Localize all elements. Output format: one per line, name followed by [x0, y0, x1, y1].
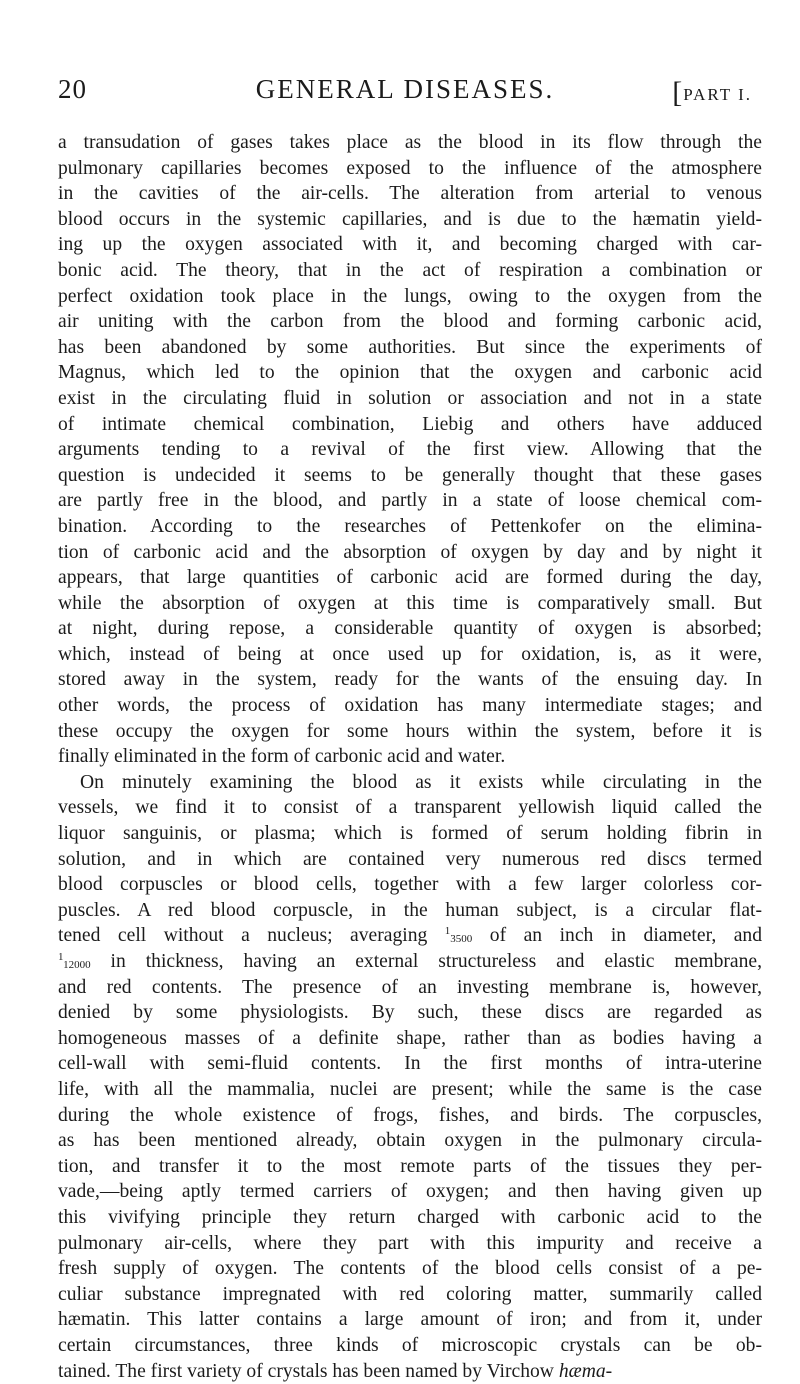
text-line: has been abandoned by some authorities. But since the experiments of	[58, 335, 762, 361]
text-line: these occupy the oxygen for some hours within the system, before it is	[58, 719, 762, 745]
text-line: certain circumstances, three kinds of microscopic crystals can be ob-	[58, 1333, 762, 1359]
fraction-line-1	[58, 923, 762, 949]
text-line: life, with all the mammalia, nuclei are present; while the same is the case	[58, 1077, 762, 1103]
fraction-numerator: 1	[58, 951, 63, 963]
text-line: solution, and in which are contained very numerous red discs termed	[58, 847, 762, 873]
text-line: vessels, we find it to consist of a transparent yellowish liquid called the	[58, 795, 762, 821]
fraction-line-2	[58, 949, 762, 975]
text-line: liquor sanguinis, or plasma; which is formed of serum holding fibrin in	[58, 821, 762, 847]
text-line: this vivifying principle they return charged with carbonic acid to the	[58, 1205, 762, 1231]
text-line: appears, that large quantities of carbonic acid are formed during the day,	[58, 565, 762, 591]
paragraph-2-opening	[58, 770, 762, 924]
fraction-numerator: 1	[445, 925, 451, 937]
text-line: a transudation of gases takes place as the blood in its flow through the	[58, 130, 762, 156]
italic-word: hæma-	[559, 1361, 612, 1382]
text-line: stored away in the system, ready for the wants of the ensuing day. In	[58, 667, 762, 693]
text-line: perfect oxidation took place in the lungs, owing to the oxygen from the	[58, 284, 762, 310]
text-line: pulmonary air-cells, where they part with this impurity and receive a	[58, 1231, 762, 1257]
part-label-text: PART I.	[683, 85, 752, 104]
text-line: during the whole existence of frogs, fishes, and birds. The corpuscles,	[58, 1103, 762, 1129]
text-line: arguments tending to a revival of the first view. Allowing that the	[58, 437, 762, 463]
text-line: exist in the circulating fluid in solution or association and not in a state	[58, 386, 762, 412]
final-line	[58, 1359, 762, 1384]
text-line: of intimate chemical combination, Liebig and others have adduced	[58, 412, 762, 438]
running-title: GENERAL DISEASES.	[58, 74, 752, 105]
text-line: culiar substance impregnated with red coloring matter, summarily called	[58, 1282, 762, 1308]
text-line: vade,—being aptly termed carriers of oxygen; and then having given up	[58, 1179, 762, 1205]
part-bracket: [	[672, 76, 683, 109]
text-line: tion of carbonic acid and the absorption of oxygen by day and by night it	[58, 540, 762, 566]
text-line: finally eliminated in the form of carbonic acid and water.	[58, 744, 762, 770]
text-line: and red contents. The presence of an investing membrane is, however,	[58, 975, 762, 1001]
text-line: tion, and transfer it to the most remote parts of the tissues they per-	[58, 1154, 762, 1180]
text-line: bonic acid. The theory, that in the act of respiration a combination or	[58, 258, 762, 284]
paragraph-1	[58, 130, 762, 770]
text-line: Magnus, which led to the opinion that the oxygen and carbonic acid	[58, 360, 762, 386]
text-line: are partly free in the blood, and partly in a state of loose chemical com-	[58, 488, 762, 514]
text-line: fresh supply of oxygen. The contents of the blood cells consist of a pe-	[58, 1256, 762, 1282]
text-line: in the cavities of the air-cells. The alteration from arterial to venous	[58, 181, 762, 207]
running-head	[58, 74, 752, 110]
paragraph-2	[58, 770, 762, 1384]
text-line: puscles. A red blood corpuscle, in the human subject, is a circular flat-	[58, 898, 762, 924]
page-number: 20	[58, 74, 87, 105]
fraction-denominator: 12000	[63, 959, 91, 971]
text-line: homogeneous masses of a definite shape, rather than as bodies having a	[58, 1026, 762, 1052]
text-line: blood occurs in the systemic capillaries, and is due to the hæmatin yield-	[58, 207, 762, 233]
text-line: hæmatin. This latter contains a large amount of iron; and from it, under	[58, 1307, 762, 1333]
text-line: pulmonary capillaries becomes exposed to the influence of the atmosphere	[58, 156, 762, 182]
text-line: question is undecided it seems to be generally thought that these gases	[58, 463, 762, 489]
text-line: cell-wall with semi-fluid contents. In the first months of intra-uterine	[58, 1051, 762, 1077]
text-run: tened cell without a nucleus; averaging	[58, 925, 445, 946]
text-line: air uniting with the carbon from the blood and forming carbonic acid,	[58, 309, 762, 335]
fraction-12000	[58, 958, 91, 970]
text-line: bination. According to the researches of Pettenkofer on the elimina-	[58, 514, 762, 540]
part-label	[672, 74, 752, 108]
text-line: which, instead of being at once used up for oxidation, is, as it were,	[58, 642, 762, 668]
text-line: blood corpuscles or blood cells, together with a few larger colorless cor-	[58, 872, 762, 898]
text-line: while the absorption of oxygen at this time is comparatively small. But	[58, 591, 762, 617]
text-line: denied by some physiologists. By such, these discs are regarded as	[58, 1000, 762, 1026]
text-line: ing up the oxygen associated with it, and becoming charged with car-	[58, 232, 762, 258]
text-run: tained. The first variety of crystals has been named by Virchow	[58, 1361, 559, 1382]
text-line: at night, during repose, a considerable quantity of oxygen is absorbed;	[58, 616, 762, 642]
fraction-3500	[445, 932, 473, 944]
fraction-denominator: 3500	[450, 933, 472, 945]
body-text	[58, 130, 762, 1384]
text-line: On minutely examining the blood as it exists while circulating in the	[58, 770, 762, 796]
paragraph-2-continuation	[58, 975, 762, 1359]
text-run: in thickness, having an external structureless and elastic membrane,	[91, 951, 762, 972]
text-line: other words, the process of oxidation has many intermediate stages; and	[58, 693, 762, 719]
text-run: of an inch in diameter, and	[472, 925, 762, 946]
text-line: as has been mentioned already, obtain oxygen in the pulmonary circula-	[58, 1128, 762, 1154]
